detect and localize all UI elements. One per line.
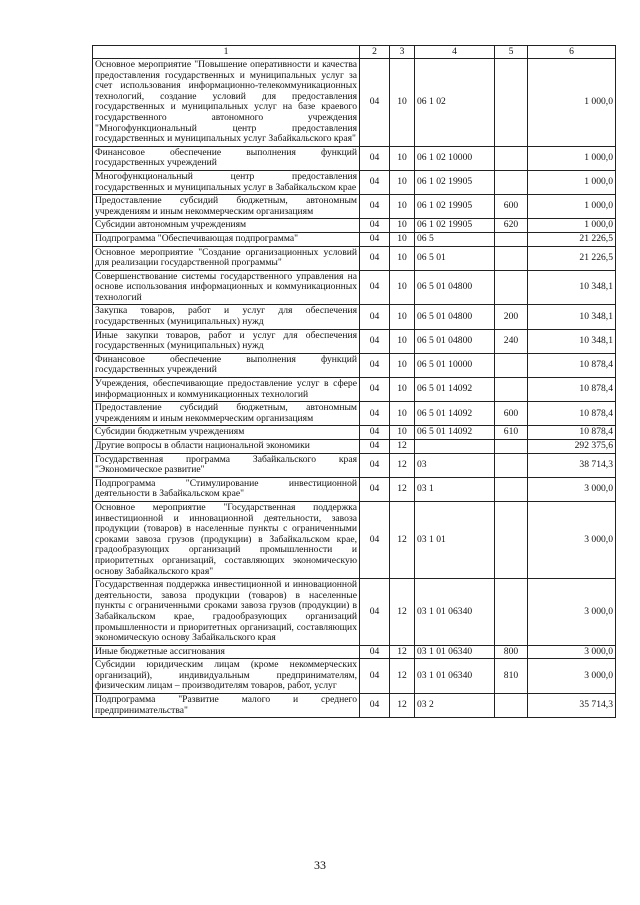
table-row — [93, 329, 616, 353]
subsection-code: 10 — [390, 146, 415, 170]
column-header: 1 — [93, 46, 360, 59]
expense-type-code: 600 — [495, 195, 528, 219]
target-article-code: 06 5 01 14092 — [415, 402, 495, 426]
section-code: 04 — [360, 694, 390, 718]
budget-item-name: Совершенствование системы государственного управления на основе использования информационных и коммуникационных технологий — [93, 270, 360, 305]
amount-value: 1 000,0 — [528, 146, 616, 170]
budget-item-name: Государственная программа Забайкальского края "Экономическое развитие" — [93, 453, 360, 477]
budget-item-name: Подпрограмма "Развитие малого и среднего предпринимательства" — [93, 694, 360, 718]
amount-value: 10 348,1 — [528, 305, 616, 329]
target-article-code: 06 5 01 14092 — [415, 426, 495, 440]
subsection-code: 10 — [390, 426, 415, 440]
target-article-code: 06 1 02 19905 — [415, 195, 495, 219]
subsection-code: 12 — [390, 477, 415, 501]
target-article-code: 03 1 01 — [415, 501, 495, 578]
target-article-code: 06 5 01 14092 — [415, 378, 495, 402]
section-code: 04 — [360, 402, 390, 426]
amount-value: 1 000,0 — [528, 170, 616, 194]
column-header: 3 — [390, 46, 415, 59]
expense-type-code: 600 — [495, 402, 528, 426]
section-code: 04 — [360, 440, 390, 454]
expense-type-code: 240 — [495, 329, 528, 353]
target-article-code: 06 1 02 19905 — [415, 170, 495, 194]
section-code: 04 — [360, 146, 390, 170]
column-header: 4 — [415, 46, 495, 59]
amount-value: 3 000,0 — [528, 645, 616, 659]
expense-type-code — [495, 579, 528, 646]
target-article-code: 06 5 01 04800 — [415, 305, 495, 329]
table-row — [93, 59, 616, 147]
amount-value: 10 348,1 — [528, 270, 616, 305]
table-row — [93, 440, 616, 454]
section-code: 04 — [360, 219, 390, 233]
amount-value: 21 226,5 — [528, 246, 616, 270]
table-row — [93, 353, 616, 377]
expense-type-code — [495, 146, 528, 170]
table-header-row — [93, 46, 616, 59]
table-row — [93, 501, 616, 578]
section-code: 04 — [360, 246, 390, 270]
subsection-code: 10 — [390, 305, 415, 329]
subsection-code: 10 — [390, 219, 415, 233]
table-row — [93, 579, 616, 646]
section-code: 04 — [360, 270, 390, 305]
subsection-code: 12 — [390, 440, 415, 454]
subsection-code: 10 — [390, 270, 415, 305]
table-row — [93, 402, 616, 426]
table-row — [93, 378, 616, 402]
subsection-code: 10 — [390, 402, 415, 426]
subsection-code: 10 — [390, 195, 415, 219]
target-article-code: 06 1 02 19905 — [415, 219, 495, 233]
section-code: 04 — [360, 59, 390, 147]
budget-item-name: Иные бюджетные ассигнования — [93, 645, 360, 659]
budget-item-name: Основное мероприятие "Создание организационных условий для реализации государственной программы" — [93, 246, 360, 270]
section-code: 04 — [360, 353, 390, 377]
budget-item-name: Закупка товаров, работ и услуг для обеспечения государственных (муниципальных) нужд — [93, 305, 360, 329]
amount-value: 1 000,0 — [528, 59, 616, 147]
budget-item-name: Финансовое обеспечение выполнения функций государственных учреждений — [93, 353, 360, 377]
expense-type-code — [495, 453, 528, 477]
budget-item-name: Субсидии бюджетным учреждениям — [93, 426, 360, 440]
expense-type-code — [495, 477, 528, 501]
budget-item-name: Субсидии автономным учреждениям — [93, 219, 360, 233]
table-row — [93, 426, 616, 440]
subsection-code: 10 — [390, 378, 415, 402]
budget-item-name: Государственная поддержка инвестиционной и инновационной деятельности, завоза продукции (товаров) в населенные пункты с ограниченными сроками завоза грузов (продукции) в Забайкальском крае, градообразующих организаций промышленности и приоритетных организаций, составляющих экономическую основу Забайкальского края — [93, 579, 360, 646]
table-row — [93, 232, 616, 246]
amount-value: 3 000,0 — [528, 659, 616, 694]
budget-item-name: Субсидии юридическим лицам (кроме некоммерческих организаций), индивидуальным предпринимателям, физическим лицам – производителям товаров, работ, услуг — [93, 659, 360, 694]
table-row — [93, 453, 616, 477]
table-row — [93, 659, 616, 694]
amount-value: 35 714,3 — [528, 694, 616, 718]
target-article-code: 03 1 — [415, 477, 495, 501]
expense-type-code — [495, 59, 528, 147]
budget-item-name: Предоставление субсидий бюджетным, автономным учреждениям и иным некоммерческим организациям — [93, 195, 360, 219]
amount-value: 1 000,0 — [528, 195, 616, 219]
section-code: 04 — [360, 659, 390, 694]
amount-value: 38 714,3 — [528, 453, 616, 477]
target-article-code: 06 5 — [415, 232, 495, 246]
budget-item-name: Подпрограмма "Обеспечивающая подпрограмма" — [93, 232, 360, 246]
budget-item-name: Другие вопросы в области национальной экономики — [93, 440, 360, 454]
section-code: 04 — [360, 232, 390, 246]
section-code: 04 — [360, 329, 390, 353]
expense-type-code: 200 — [495, 305, 528, 329]
expense-type-code — [495, 353, 528, 377]
table-row — [93, 305, 616, 329]
expense-type-code: 620 — [495, 219, 528, 233]
subsection-code: 12 — [390, 579, 415, 646]
target-article-code — [415, 440, 495, 454]
section-code: 04 — [360, 195, 390, 219]
amount-value: 10 878,4 — [528, 378, 616, 402]
column-header: 6 — [528, 46, 616, 59]
budget-item-name: Подпрограмма "Стимулирование инвестиционной деятельности в Забайкальском крае" — [93, 477, 360, 501]
subsection-code: 10 — [390, 353, 415, 377]
subsection-code: 12 — [390, 453, 415, 477]
target-article-code: 06 5 01 04800 — [415, 270, 495, 305]
expense-type-code — [495, 270, 528, 305]
expense-type-code — [495, 378, 528, 402]
subsection-code: 12 — [390, 659, 415, 694]
target-article-code: 06 5 01 10000 — [415, 353, 495, 377]
expense-type-code — [495, 501, 528, 578]
amount-value: 292 375,6 — [528, 440, 616, 454]
table-row — [93, 195, 616, 219]
amount-value: 3 000,0 — [528, 477, 616, 501]
expense-type-code: 800 — [495, 645, 528, 659]
section-code: 04 — [360, 453, 390, 477]
expense-type-code — [495, 694, 528, 718]
subsection-code: 12 — [390, 694, 415, 718]
subsection-code: 10 — [390, 59, 415, 147]
subsection-code: 12 — [390, 501, 415, 578]
table-row — [93, 146, 616, 170]
target-article-code: 03 — [415, 453, 495, 477]
budget-item-name: Основное мероприятие "Государственная поддержка инвестиционной и инновационной деятельности, завоза продукции (товаров) в населенные пункты с ограниченными сроками завоза грузов (продукции) в Забайкальском крае, градообразующих организаций промышленности и приоритетных организаций, составляющих экономическую основу Забайкальского края" — [93, 501, 360, 578]
section-code: 04 — [360, 579, 390, 646]
budget-item-name: Многофункциональный центр предоставления государственных и муниципальных услуг в Забайкальском крае — [93, 170, 360, 194]
section-code: 04 — [360, 305, 390, 329]
target-article-code: 03 1 01 06340 — [415, 645, 495, 659]
amount-value: 10 878,4 — [528, 402, 616, 426]
page-number: 33 — [314, 858, 326, 872]
table-row — [93, 219, 616, 233]
table-row — [93, 246, 616, 270]
section-code: 04 — [360, 426, 390, 440]
subsection-code: 10 — [390, 232, 415, 246]
section-code: 04 — [360, 501, 390, 578]
amount-value: 1 000,0 — [528, 219, 616, 233]
column-header: 5 — [495, 46, 528, 59]
amount-value: 10 878,4 — [528, 353, 616, 377]
section-code: 04 — [360, 170, 390, 194]
target-article-code: 03 2 — [415, 694, 495, 718]
budget-item-name: Учреждения, обеспечивающие предоставление услуг в сфере информационных и коммуникационных технологий — [93, 378, 360, 402]
expense-type-code — [495, 170, 528, 194]
target-article-code: 06 5 01 04800 — [415, 329, 495, 353]
subsection-code: 10 — [390, 246, 415, 270]
amount-value: 21 226,5 — [528, 232, 616, 246]
section-code: 04 — [360, 477, 390, 501]
table-row — [93, 694, 616, 718]
budget-item-name: Иные закупки товаров, работ и услуг для обеспечения государственных (муниципальных) нужд — [93, 329, 360, 353]
table-row — [93, 645, 616, 659]
target-article-code: 06 5 01 — [415, 246, 495, 270]
target-article-code: 03 1 01 06340 — [415, 659, 495, 694]
expense-type-code: 610 — [495, 426, 528, 440]
subsection-code: 10 — [390, 170, 415, 194]
table-row — [93, 170, 616, 194]
subsection-code: 12 — [390, 645, 415, 659]
budget-table — [92, 45, 616, 718]
budget-item-name: Основное мероприятие "Повышение оперативности и качества предоставления государственных и муниципальных услуг за счет использования информационно-телекоммуникационных технологий, создание условий для предоставления государственных и муниципальных услуг на базе краевого государственного автономного учреждения "Многофункциональный центр предоставления государственных и муниципальных услуг Забайкальского края" — [93, 59, 360, 147]
amount-value: 3 000,0 — [528, 579, 616, 646]
target-article-code: 06 1 02 — [415, 59, 495, 147]
subsection-code: 10 — [390, 329, 415, 353]
column-header: 2 — [360, 46, 390, 59]
amount-value: 10 878,4 — [528, 426, 616, 440]
amount-value: 10 348,1 — [528, 329, 616, 353]
section-code: 04 — [360, 645, 390, 659]
expense-type-code — [495, 440, 528, 454]
expense-type-code — [495, 232, 528, 246]
target-article-code: 03 1 01 06340 — [415, 579, 495, 646]
amount-value: 3 000,0 — [528, 501, 616, 578]
section-code: 04 — [360, 378, 390, 402]
budget-item-name: Предоставление субсидий бюджетным, автономным учреждениям и иным некоммерческим организациям — [93, 402, 360, 426]
table-row — [93, 270, 616, 305]
table-row — [93, 477, 616, 501]
budget-item-name: Финансовое обеспечение выполнения функций государственных учреждений — [93, 146, 360, 170]
expense-type-code — [495, 246, 528, 270]
target-article-code: 06 1 02 10000 — [415, 146, 495, 170]
expense-type-code: 810 — [495, 659, 528, 694]
